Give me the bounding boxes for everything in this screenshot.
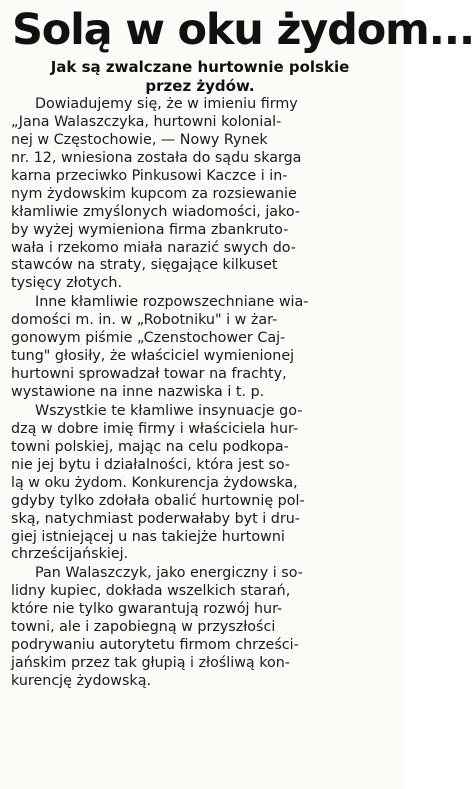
text-line: lą w oku żydom. Konkurencja żydowska, (11, 474, 298, 491)
text-line: dzą w dobre imię firmy i właściciela hur- (11, 420, 299, 437)
text-line: nie jej bytu i działalności, która jest so- (11, 456, 291, 473)
text-line: karna przeciwko Pinkusowi Kaczce i in- (11, 167, 288, 184)
article-subheadline (28, 58, 372, 98)
text-line: towni, ale i zapobiegną w przyszłości (11, 619, 276, 636)
article-paragraph-2 (11, 294, 395, 402)
text-line: tung" głosiły, że właściciel wymienionej (11, 348, 295, 365)
text-line: domości m. in. w „Robotniku" i w żar- (11, 312, 278, 329)
text-line: gdyby tylko zdołała obalić hurtownię pol- (11, 492, 305, 509)
article-paragraph-1 (11, 96, 395, 293)
text-line: Inne kłamliwie rozpowszechniane wia- (35, 294, 309, 311)
article-paragraph-4 (11, 565, 395, 691)
text-line: Pan Walaszczyk, jako energiczny i so- (35, 565, 303, 582)
text-line: nym żydowskim kupcom za rozsiewanie (11, 185, 297, 202)
text-line: hurtowni sprowadzał towar na frachty, (11, 366, 287, 383)
text-line: by wyżej wymieniona firma zbankruto- (11, 221, 289, 238)
text-line: lidny kupiec, dokłada wszelkich starań, (11, 583, 291, 600)
text-line: wystawione na inne nazwiska i t. p. (11, 384, 265, 400)
subheadline-line-1: Jak są zwalczane hurtownie polskie (50, 58, 350, 76)
article-paragraph-3 (11, 403, 395, 564)
text-line: jańskim przez tak głupią i złośliwą kon- (11, 655, 290, 672)
article-headline: Solą w oku żydom... (12, 5, 474, 55)
text-line: giej istniejącej u nas takiejże hurtowni (11, 528, 285, 545)
text-line: ską, natychmiast poderwałaby byt i dru- (11, 510, 300, 527)
text-line: gonowym piśmie „Czenstochower Caj- (11, 330, 286, 347)
text-line: nej w Częstochowie, — Nowy Rynek (11, 131, 268, 148)
text-line: które nie tylko gwarantują rozwój hur- (11, 601, 283, 618)
article-body (11, 96, 395, 788)
text-line: tysięcy złotych. (11, 275, 122, 292)
text-line: stawców na straty, sięgające kilkuset (11, 257, 278, 274)
text-line: chrześcijańskiej. (11, 546, 129, 563)
text-line: towni polskiej, mając na celu podkopa- (11, 438, 289, 455)
text-line: „Jana Walaszczyka, hurtowni kolonial- (11, 113, 282, 130)
text-line: Dowiadujemy się, że w imieniu firmy (35, 96, 298, 112)
text-line: kurencję żydowską. (11, 673, 152, 689)
subheadline-line-2: przez żydów. (145, 77, 255, 95)
text-line: wała i rzekomo miała narazić swych do- (11, 239, 296, 256)
text-line: nr. 12, wniesiona została do sądu skarga (11, 149, 302, 166)
text-line: podrywaniu autorytetu firmom chrześci- (11, 637, 299, 654)
text-line: Wszystkie te kłamliwe insynuacje go- (35, 402, 303, 419)
text-line: kłamliwie zmyślonych wiadomości, jako- (11, 203, 300, 220)
